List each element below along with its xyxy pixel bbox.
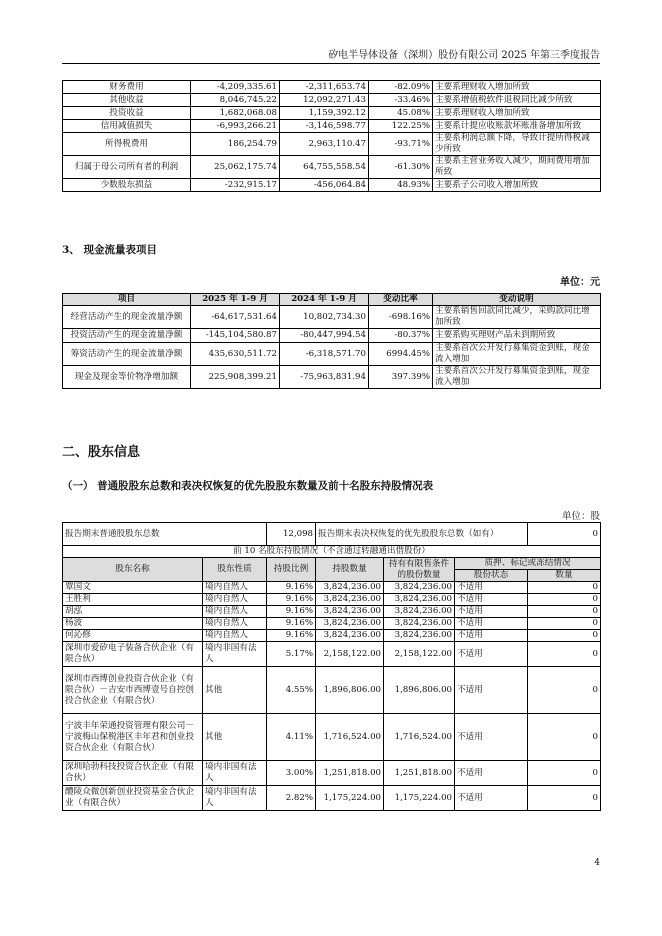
change-ratio: -698.16% [369, 306, 433, 329]
table-row [63, 107, 601, 120]
col-status-header: 股份状态 [455, 570, 528, 582]
pledge-quantity: 0 [528, 761, 601, 786]
table-row [63, 667, 601, 714]
preferred-shareholders-value: 0 [528, 523, 601, 546]
holding-amount: 2,158,122.00 [316, 642, 384, 667]
shareholder-section-title: 二、股东信息 [62, 445, 141, 460]
pledge-quantity: 0 [528, 606, 601, 618]
change-ratio: -80.37% [369, 329, 433, 343]
change-reason: 主要系子公司收入增加所致 [433, 179, 601, 192]
restricted-amount: 3,824,236.00 [384, 582, 455, 594]
change-ratio: 45.08% [369, 107, 433, 120]
item-name: 信用减值损失 [63, 120, 191, 133]
change-reason: 主要系销售回款同比减少，采购款同比增加所致 [433, 306, 601, 329]
holding-ratio: 4.55% [267, 667, 316, 714]
table-row [63, 329, 601, 343]
preferred-shareholders-label: 报告期末表决权恢复的优先股股东总数（如有） [316, 523, 528, 546]
holding-amount: 1,716,524.00 [316, 714, 384, 761]
item-name: 投资收益 [63, 107, 191, 120]
restricted-amount: 1,251,818.00 [384, 761, 455, 786]
previous-value: -6,318,571.70 [280, 343, 369, 366]
current-value: 25,062,175.74 [191, 156, 280, 179]
shareholder-name: 杨波 [63, 618, 203, 630]
change-reason: 主要系利润总额下降，导致计提所得税减少所致 [433, 133, 601, 156]
shareholder-name: 王胜利 [63, 594, 203, 606]
current-value: 8,046,745.22 [191, 94, 280, 107]
total-shareholders-value: 12,098 [267, 523, 316, 546]
column-header: 2025 年 1-9 月 [191, 294, 280, 306]
pledge-status: 不适用 [455, 594, 528, 606]
table-row [63, 94, 601, 107]
holding-ratio: 3.00% [267, 761, 316, 786]
shareholder-name: 覃国文 [63, 582, 203, 594]
profit-change-table [62, 80, 601, 192]
change-reason: 主要系理财收入增加所致 [433, 107, 601, 120]
table-row [63, 714, 601, 761]
change-ratio: 122.25% [369, 120, 433, 133]
change-reason: 主要系主营业务收入减少，期间费用增加所致 [433, 156, 601, 179]
shareholder-nature: 境内自然人 [203, 618, 267, 630]
change-ratio: -61.30% [369, 156, 433, 179]
item-name: 现金及现金等价物净增加额 [63, 366, 191, 389]
previous-value: 2,963,110.47 [280, 133, 369, 156]
current-value: 435,630,511.72 [191, 343, 280, 366]
item-name: 归属于母公司所有者的利润 [63, 156, 191, 179]
column-header: 2024 年 1-9 月 [280, 294, 369, 306]
current-value: -6,993,266.21 [191, 120, 280, 133]
previous-value: 1,159,392.12 [280, 107, 369, 120]
change-reason: 主要系首次公开发行募集资金到账，现金流入增加 [433, 343, 601, 366]
pledge-quantity: 0 [528, 667, 601, 714]
pledge-status: 不适用 [455, 582, 528, 594]
table-row [63, 594, 601, 606]
change-ratio: 6994.45% [369, 343, 433, 366]
holding-amount: 1,896,806.00 [316, 667, 384, 714]
table-row [63, 179, 601, 192]
table-row [63, 120, 601, 133]
table-row [63, 81, 601, 94]
pledge-quantity: 0 [528, 786, 601, 811]
page-number: 4 [594, 858, 600, 868]
shareholder-unit: 单位：股 [561, 511, 600, 522]
shareholder-nature: 境内自然人 [203, 582, 267, 594]
restricted-amount: 1,175,224.00 [384, 786, 455, 811]
cashflow-unit: 单位：元 [560, 277, 600, 288]
holding-amount: 3,824,236.00 [316, 606, 384, 618]
pledge-status: 不适用 [455, 714, 528, 761]
holding-amount: 1,251,818.00 [316, 761, 384, 786]
pledge-status: 不适用 [455, 667, 528, 714]
shareholder-name: 深圳市爱矽电子装备合伙企业（有限合伙） [63, 642, 203, 667]
current-value: 186,254.79 [191, 133, 280, 156]
holding-ratio: 9.16% [267, 594, 316, 606]
change-ratio: -33.46% [369, 94, 433, 107]
shareholder-nature: 境内自然人 [203, 630, 267, 642]
table-row [63, 582, 601, 594]
table-row [63, 642, 601, 667]
change-reason: 主要系购买理财产品未到期所致 [433, 329, 601, 343]
col-restricted-header: 持有有限售条件的股份数量 [384, 558, 455, 582]
table-row [63, 343, 601, 366]
shareholder-table [62, 522, 601, 811]
previous-value: -456,064.84 [280, 179, 369, 192]
pledge-status: 不适用 [455, 606, 528, 618]
holding-ratio: 9.16% [267, 582, 316, 594]
item-name: 经营活动产生的现金流量净额 [63, 306, 191, 329]
column-header: 变动说明 [433, 294, 601, 306]
table-row [63, 606, 601, 618]
holding-amount: 3,824,236.00 [316, 618, 384, 630]
previous-value: 64,755,558.54 [280, 156, 369, 179]
pledge-quantity: 0 [528, 630, 601, 642]
col-amount-header: 持股数量 [316, 558, 384, 582]
header-rule [62, 63, 600, 64]
page-header: 矽电半导体设备（深圳）股份有限公司 2025 年第三季度报告 [328, 50, 600, 61]
previous-value: -80,447,994.54 [280, 329, 369, 343]
table-row [63, 306, 601, 329]
table-row [63, 133, 601, 156]
shareholder-name: 深圳哈勃科技投资合伙企业（有限合伙） [63, 761, 203, 786]
holding-ratio: 9.16% [267, 630, 316, 642]
item-name: 少数股东损益 [63, 179, 191, 192]
current-value: 1,682,068.08 [191, 107, 280, 120]
column-header: 变动比率 [369, 294, 433, 306]
holding-ratio: 4.11% [267, 714, 316, 761]
item-name: 投资活动产生的现金流量净额 [63, 329, 191, 343]
shareholder-nature: 其他 [203, 714, 267, 761]
shareholder-name: 宁波丰年荣通投资管理有限公司－宁波梅山保税港区丰年君和创业投资合伙企业（有限合伙） [63, 714, 203, 761]
shareholder-nature: 境内非国有法人 [203, 761, 267, 786]
change-reason: 主要系计提应收账款坏账准备增加所致 [433, 120, 601, 133]
current-value: -64,617,531.64 [191, 306, 280, 329]
pledge-quantity: 0 [528, 594, 601, 606]
item-name: 其他收益 [63, 94, 191, 107]
pledge-status: 不适用 [455, 630, 528, 642]
holding-ratio: 2.82% [267, 786, 316, 811]
shareholder-nature: 境内自然人 [203, 606, 267, 618]
col-name-header: 股东名称 [63, 558, 203, 582]
pledge-quantity: 0 [528, 714, 601, 761]
col-pledge-header: 质押、标记或冻结情况 [455, 558, 601, 570]
pledge-status: 不适用 [455, 761, 528, 786]
top10-title: 前 10 名股东持股情况（不含通过转融通出借股份） [63, 546, 601, 558]
col-nature-header: 股东性质 [203, 558, 267, 582]
change-ratio: -82.09% [369, 81, 433, 94]
table-row [63, 618, 601, 630]
table-row [63, 156, 601, 179]
shareholder-nature: 其他 [203, 667, 267, 714]
previous-value: -3,146,598.77 [280, 120, 369, 133]
change-reason: 主要系理财收入增加所致 [433, 81, 601, 94]
pledge-quantity: 0 [528, 642, 601, 667]
restricted-amount: 1,716,524.00 [384, 714, 455, 761]
shareholder-name: 何沁修 [63, 630, 203, 642]
restricted-amount: 3,824,236.00 [384, 594, 455, 606]
pledge-quantity: 0 [528, 618, 601, 630]
holding-amount: 3,824,236.00 [316, 594, 384, 606]
shareholder-nature: 境内自然人 [203, 594, 267, 606]
column-header: 项目 [63, 294, 191, 306]
table-row [63, 366, 601, 389]
pledge-status: 不适用 [455, 618, 528, 630]
restricted-amount: 3,824,236.00 [384, 618, 455, 630]
change-ratio: -93.71% [369, 133, 433, 156]
current-value: 225,908,399.21 [191, 366, 280, 389]
item-name: 所得税费用 [63, 133, 191, 156]
item-name: 财务费用 [63, 81, 191, 94]
change-reason: 主要系增值税软件退税同比减少所致 [433, 94, 601, 107]
change-ratio: 48.93% [369, 179, 433, 192]
pledge-status: 不适用 [455, 642, 528, 667]
pledge-quantity: 0 [528, 582, 601, 594]
shareholder-subsection-title: （一） 普通股股东总数和表决权恢复的优先股股东数量及前十名股东持股情况表 [62, 480, 434, 492]
previous-value: -2,311,653.74 [280, 81, 369, 94]
current-value: -232,915.17 [191, 179, 280, 192]
col-ratio-header: 持股比例 [267, 558, 316, 582]
restricted-amount: 3,824,236.00 [384, 630, 455, 642]
previous-value: -75,963,831.94 [280, 366, 369, 389]
holding-amount: 3,824,236.00 [316, 630, 384, 642]
holding-ratio: 9.16% [267, 606, 316, 618]
change-reason: 主要系首次公开发行募集资金到账，现金流入增加 [433, 366, 601, 389]
table-row [63, 761, 601, 786]
total-shareholders-label: 报告期末普通股股东总数 [63, 523, 267, 546]
holding-amount: 3,824,236.00 [316, 582, 384, 594]
col-qty-header: 数量 [528, 570, 601, 582]
pledge-status: 不适用 [455, 786, 528, 811]
shareholder-name: 深圳市西博创业投资合伙企业（有限合伙）－吉安市西博壹号自控创投合伙企业（有限合伙） [63, 667, 203, 714]
restricted-amount: 1,896,806.00 [384, 667, 455, 714]
table-row [63, 786, 601, 811]
shareholder-nature: 境内非国有法人 [203, 642, 267, 667]
current-value: -145,104,580.87 [191, 329, 280, 343]
shareholder-name: 醴陵众微创新创业投资基金合伙企业（有限合伙） [63, 786, 203, 811]
restricted-amount: 2,158,122.00 [384, 642, 455, 667]
item-name: 筹资活动产生的现金流量净额 [63, 343, 191, 366]
previous-value: 12,092,271.43 [280, 94, 369, 107]
holding-ratio: 5.17% [267, 642, 316, 667]
restricted-amount: 3,824,236.00 [384, 606, 455, 618]
cashflow-table [62, 293, 601, 389]
cashflow-section-title: 3、 现金流量表项目 [62, 244, 157, 256]
current-value: -4,209,335.61 [191, 81, 280, 94]
holding-ratio: 9.16% [267, 618, 316, 630]
change-ratio: 397.39% [369, 366, 433, 389]
shareholder-name: 胡泓 [63, 606, 203, 618]
holding-amount: 1,175,224.00 [316, 786, 384, 811]
shareholder-nature: 境内非国有法人 [203, 786, 267, 811]
table-row [63, 630, 601, 642]
previous-value: 10,802,734.30 [280, 306, 369, 329]
